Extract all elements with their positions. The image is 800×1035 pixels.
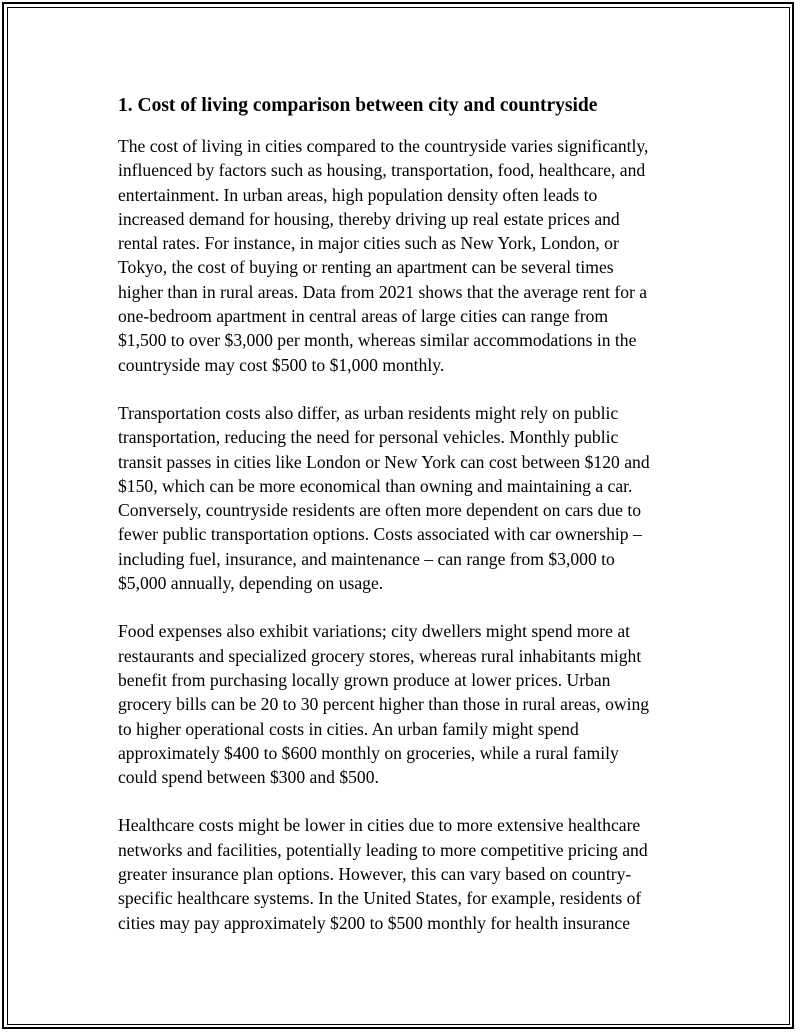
text-line: Transportation costs also differ, as urban residents might rely on public: [118, 402, 619, 423]
text-line: Healthcare costs might be lower in cities due to more extensive healthcare: [118, 815, 641, 836]
text-line: grocery bills can be 20 to 30 percent higher than those in rural areas, owing: [118, 694, 650, 715]
text-line: influenced by factors such as housing, transportation, food, healthcare, and: [118, 160, 646, 181]
text-line: Food expenses also exhibit variations; city dwellers might spend more at: [118, 621, 631, 642]
text-line: $150, which can be more economical than owning and maintaining a car.: [118, 475, 633, 496]
text-line: could spend between $300 and $500.: [118, 767, 379, 788]
text-line: Tokyo, the cost of buying or renting an apartment can be several times: [118, 257, 614, 278]
text-line: benefit from purchasing locally grown produce at lower prices. Urban: [118, 669, 611, 690]
section-title: 1. Cost of living comparison between city and countryside: [118, 95, 598, 116]
text-line: to higher operational costs in cities. An urban family might spend: [118, 718, 579, 739]
text-line: rental rates. For instance, in major cities such as New York, London, or: [118, 233, 619, 254]
text-line: fewer public transportation options. Costs associated with car ownership –: [118, 524, 642, 545]
text-line: including fuel, insurance, and maintenance – can range from $3,000 to: [118, 548, 615, 569]
text-line: Conversely, countryside residents are often more dependent on cars due to: [118, 500, 642, 521]
text-line: networks and facilities, potentially leading to more competitive pricing and: [118, 839, 648, 860]
text-line: entertainment. In urban areas, high population density often leads to: [118, 184, 598, 205]
paragraph-transportation: [118, 401, 683, 595]
text-line: specific healthcare systems. In the United States, for example, residents of: [118, 888, 642, 909]
text-line: restaurants and specialized grocery stores, whereas rural inhabitants might: [118, 645, 642, 666]
paragraph-healthcare: [118, 813, 683, 934]
text-line: one-bedroom apartment in central areas of large cities can range from: [118, 306, 609, 327]
paragraph-food: [118, 619, 683, 789]
text-line: increased demand for housing, thereby driving up real estate prices and: [118, 208, 620, 229]
text-line: greater insurance plan options. However, this can vary based on country-: [118, 864, 632, 885]
text-line: The cost of living in cities compared to the countryside varies significantly,: [118, 136, 649, 156]
paragraph-housing: [118, 134, 683, 377]
text-line: countryside may cost $500 to $1,000 monthly.: [118, 354, 445, 375]
text-line: higher than in rural areas. Data from 2021 shows that the average rent for a: [118, 281, 648, 302]
text-line: $5,000 annually, depending on usage.: [118, 573, 384, 594]
text-line: transit passes in cities like London or New York can cost between $120 and: [118, 451, 650, 472]
text-line: $1,500 to over $3,000 per month, whereas similar accommodations in the: [118, 330, 637, 351]
document-body: [118, 93, 683, 959]
text-line: approximately $400 to $600 monthly on groceries, while a rural family: [118, 742, 619, 763]
text-line: transportation, reducing the need for personal vehicles. Monthly public: [118, 427, 619, 448]
text-line: cities may pay approximately $200 to $500 monthly for health insurance: [118, 912, 631, 933]
